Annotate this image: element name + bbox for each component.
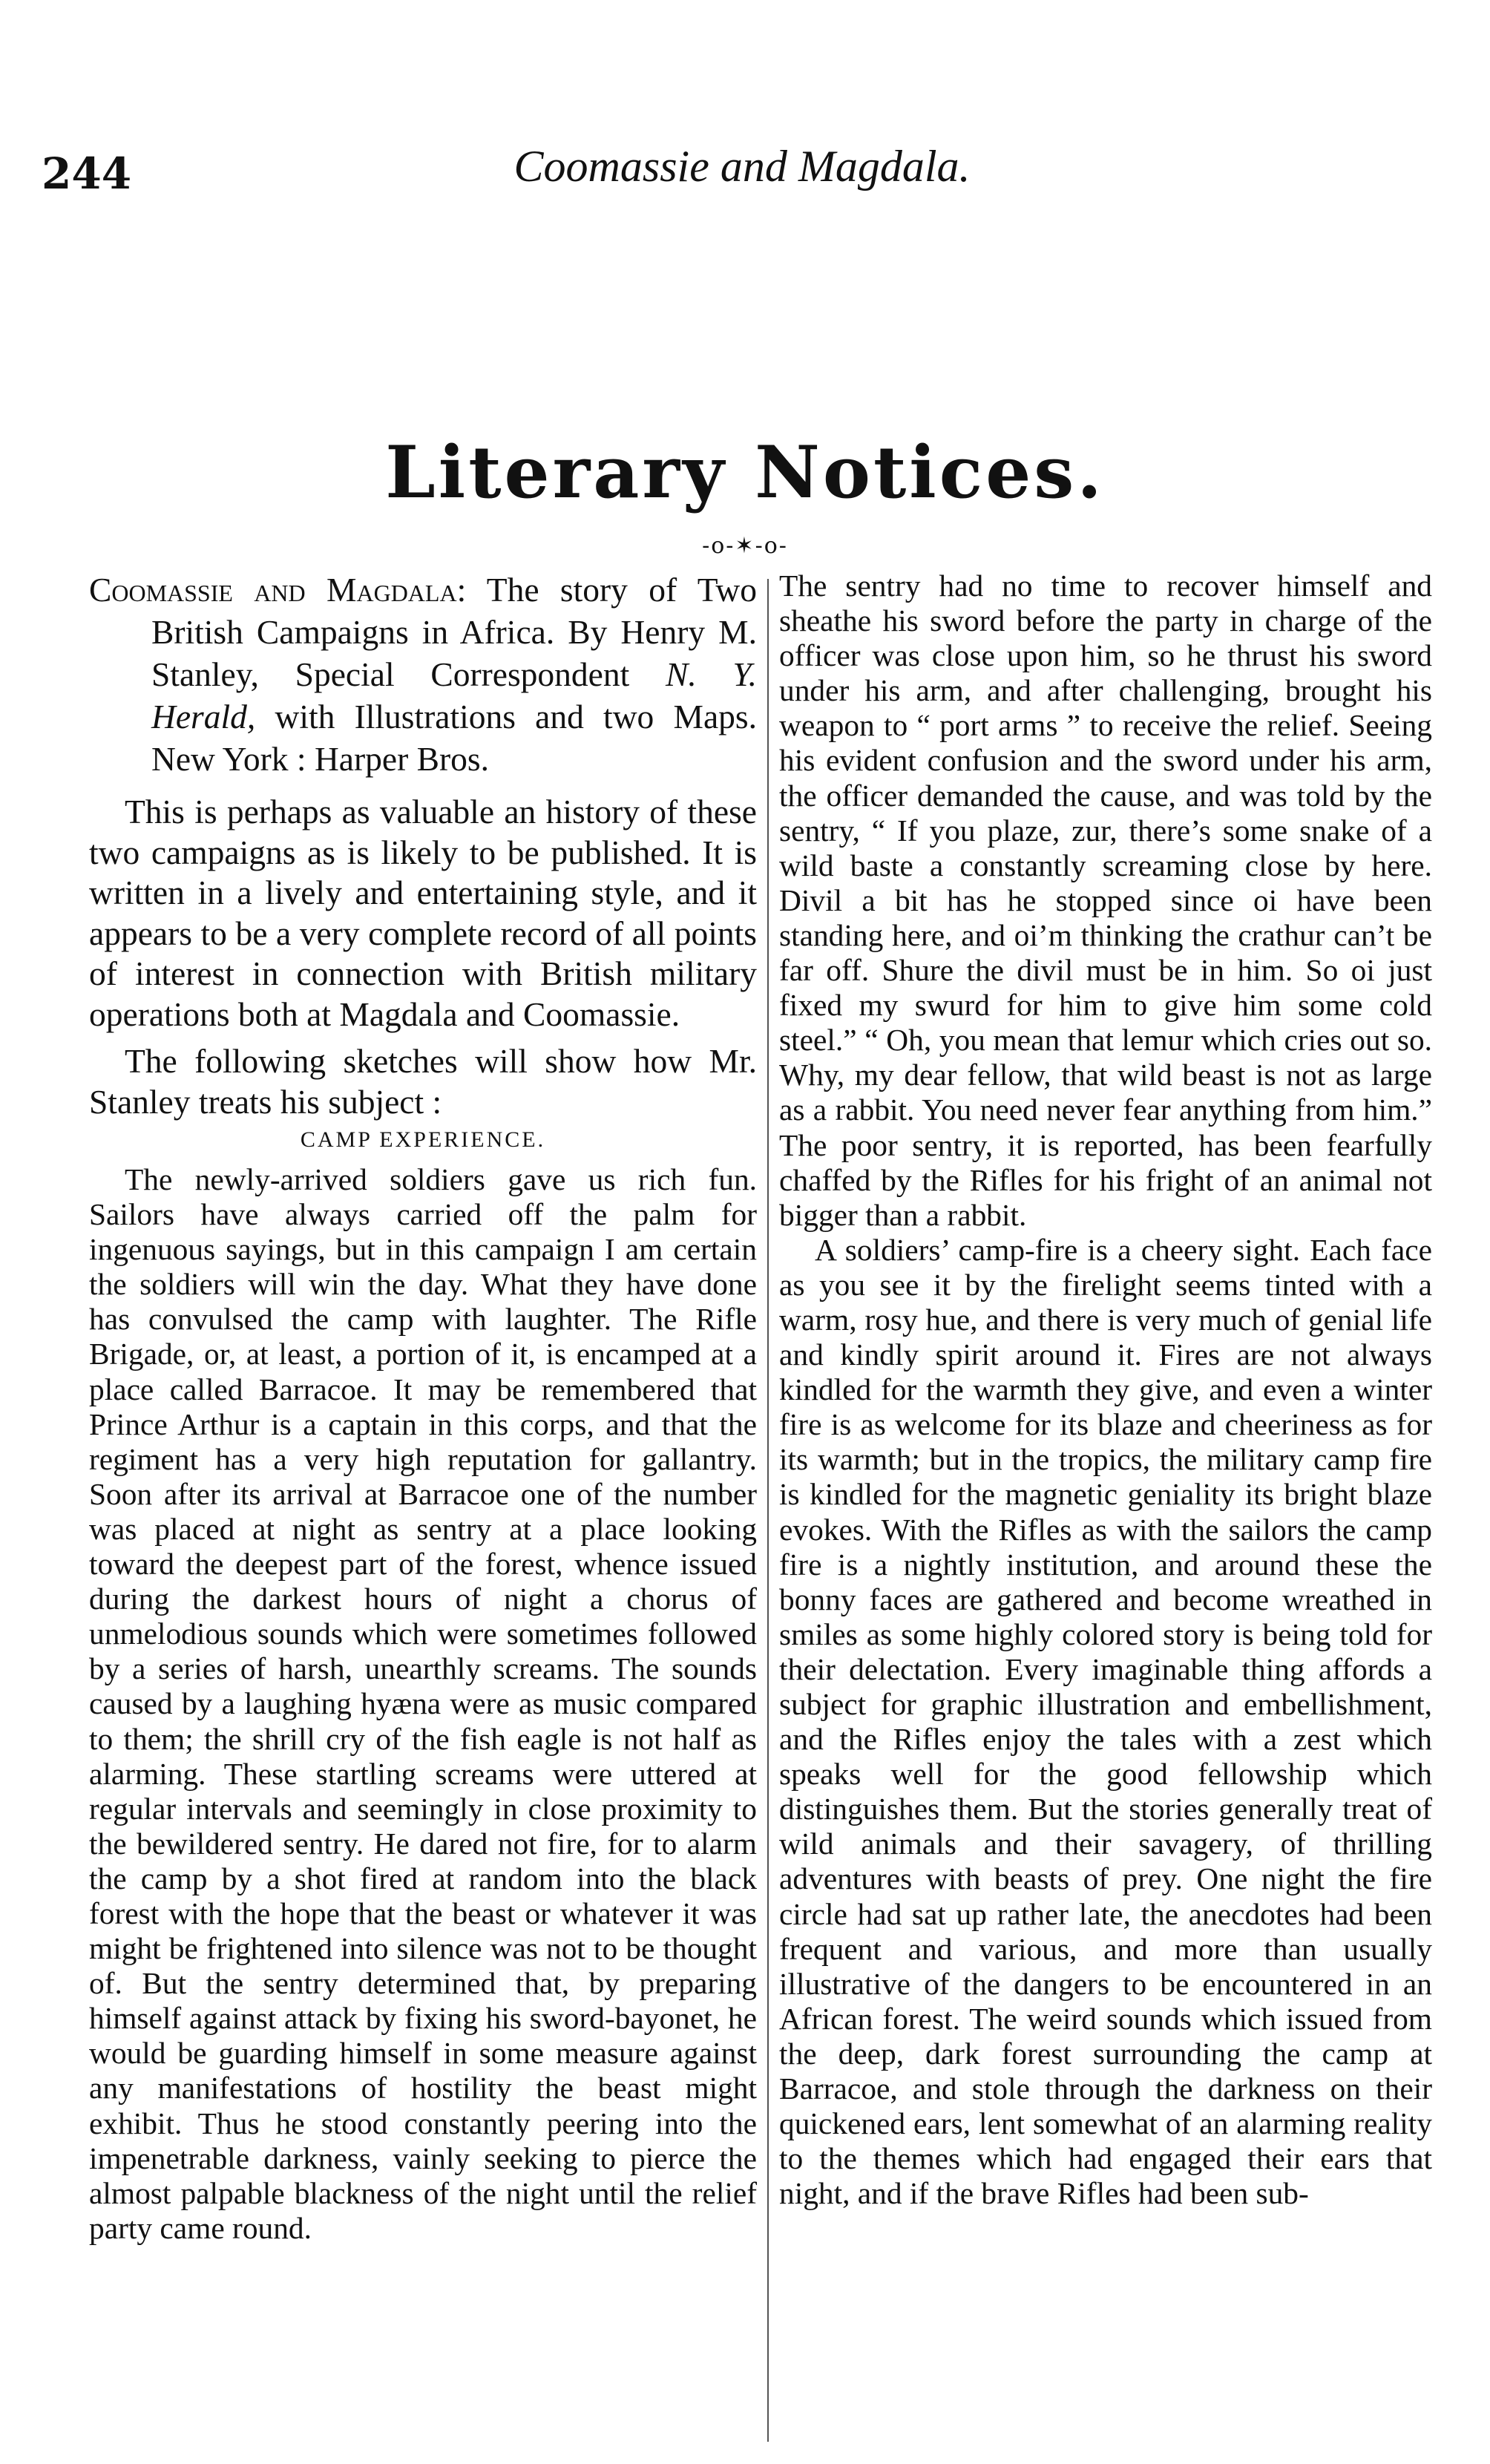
right-column [779,569,1432,2211]
right-paragraph-1: The sentry had no time to recover himself and sheathe his sword before the party in charge of the officer was close upon him, so he thrust his sword under his arm, and after challenging, brought his weapon to “ port arms ” to receive the relief. Seeing his evident confusion and the sword under his arm, the officer demanded the cause, and was told by the sentry, “ If you plaze, zur, there’s some snake of a wild baste a constantly screaming close by here. Divil a bit has he stopped since oi have been standing here, and oi’m thinking the crathur can’t be far off. Shure the divil must be in him. So oi just fixed my swurd for him to give him some cold steel.” “ Oh, you mean that lemur which cries out so. Why, my dear fellow, that wild beast is not as large as a rabbit. You need never fear anything from him.” The poor sentry, it is reported, has been fearfully chaffed by the Rifles for his fright of an animal not bigger than a rabbit. [779,569,1432,1232]
right-paragraph-2: A soldiers’ camp-fire is a cheery sight. Each face as you see it by the firelight seems tinted with a warm, rosy hue, and there is very much of genial life and kindly spirit around it. Fires are not always kindled for the warmth they give, and even a winter fire is as welcome for its blaze and cheeriness as for its warmth; but in the tropics, the military camp fire is kindled for the magnetic geniality its bright blaze evokes. With the Rifles as with the sailors the camp fire is a nightly institution, and around these the bonny faces are gathered and become wreathed in smiles as some highly colored story is being told for their delectation. Every imaginable thing affords a subject for graphic illustration and embellishment, and the Rifles enjoy the tales with a zest which speaks well for the good fellowship which distinguishes them. But the stories generally treat of wild animals and their savagery, of thrilling adventures with beasts of prey. One night the fire circle had sat up rather late, the anecdotes had been frequent and various, and more than usually illustrative of the dangers to be encountered in an African forest. The weird sounds which issued from the deep, dark forest surrounding the camp at Barracoe, and stole through the darkness on their quickened ears, lent somewhat of an alarming reality to the themes which had engaged their ears that night, and if the brave Rifles had been sub- [779,1232,1432,2211]
sub-heading: CAMP EXPERIENCE. [300,1127,546,1152]
page-number: 244 [42,148,132,199]
newspaper-name: N. Y. Herald, [151,655,757,735]
left-body-paragraph: The newly-arrived soldiers gave us rich fun. Sailors have always carried off the palm for ingenuous sayings, but in this campaign I am certain the soldiers will win the day. What they have done has convulsed the camp with laughter. The Rifle Brigade, or, at least, a portion of it, is encamped at a place called Barracoe. It may be remembered that Prince Arthur is a captain in this corps, and that the regiment has a very high reputation for gallantry. Soon after its arrival at Barracoe one of the number was placed at night as sentry at a place looking toward the deepest part of the forest, whence issued during the darkest hours of night a chorus of unmelodious sounds which were sometimes followed by a series of harsh, unearthly screams. The sounds caused by a laughing hyæna were as music compared to them; the shrill cry of the fish eagle is not half as alarming. These startling screams were uttered at regular intervals and seemingly in close proximity to the bewildered sentry. He dared not fire, for to alarm the camp by a shot fired at random into the black forest with the hope that the beast or whatever it was might be frightened into silence was not to be thought of. But the sentry determined that, by preparing himself against attack by fixing his sword-bayonet, he would be guarding himself in some measure against any manifestations of hostility the beast might exhibit. Thus he stood constantly peering into the impenetrable darkness, vainly seeking to pierce the almost palpable blackness of the night until the relief party came round. [89,1162,757,2245]
book-entry [89,569,757,780]
lead-paragraph: The following sketches will show how Mr. Stanley treats his subject : [89,1042,757,1121]
book-subtitle: : The story of Two British Campaigns in Africa. By Henry M. Stanley, Special Correspondent [151,571,757,693]
book-details: with Illustrations and two Maps. New York : Harper Bros. [151,698,757,778]
column-divider [767,579,769,2442]
running-head: Coomassie and Magdala. [513,142,971,191]
intro-paragraph: This is perhaps as valuable an history of these two campaigns as is likely to be published. It is written in a lively and entertaining style, and it appears to be a very complete record of all points of interest in connection with British military operations both at Magdala and Coomassie. [89,793,757,1033]
left-column [89,569,757,2246]
section-title: Literary Notices. [385,430,1105,514]
title-ornament: -o-✶-o- [702,533,788,559]
book-title: Coomassie and Magdala [89,571,457,609]
